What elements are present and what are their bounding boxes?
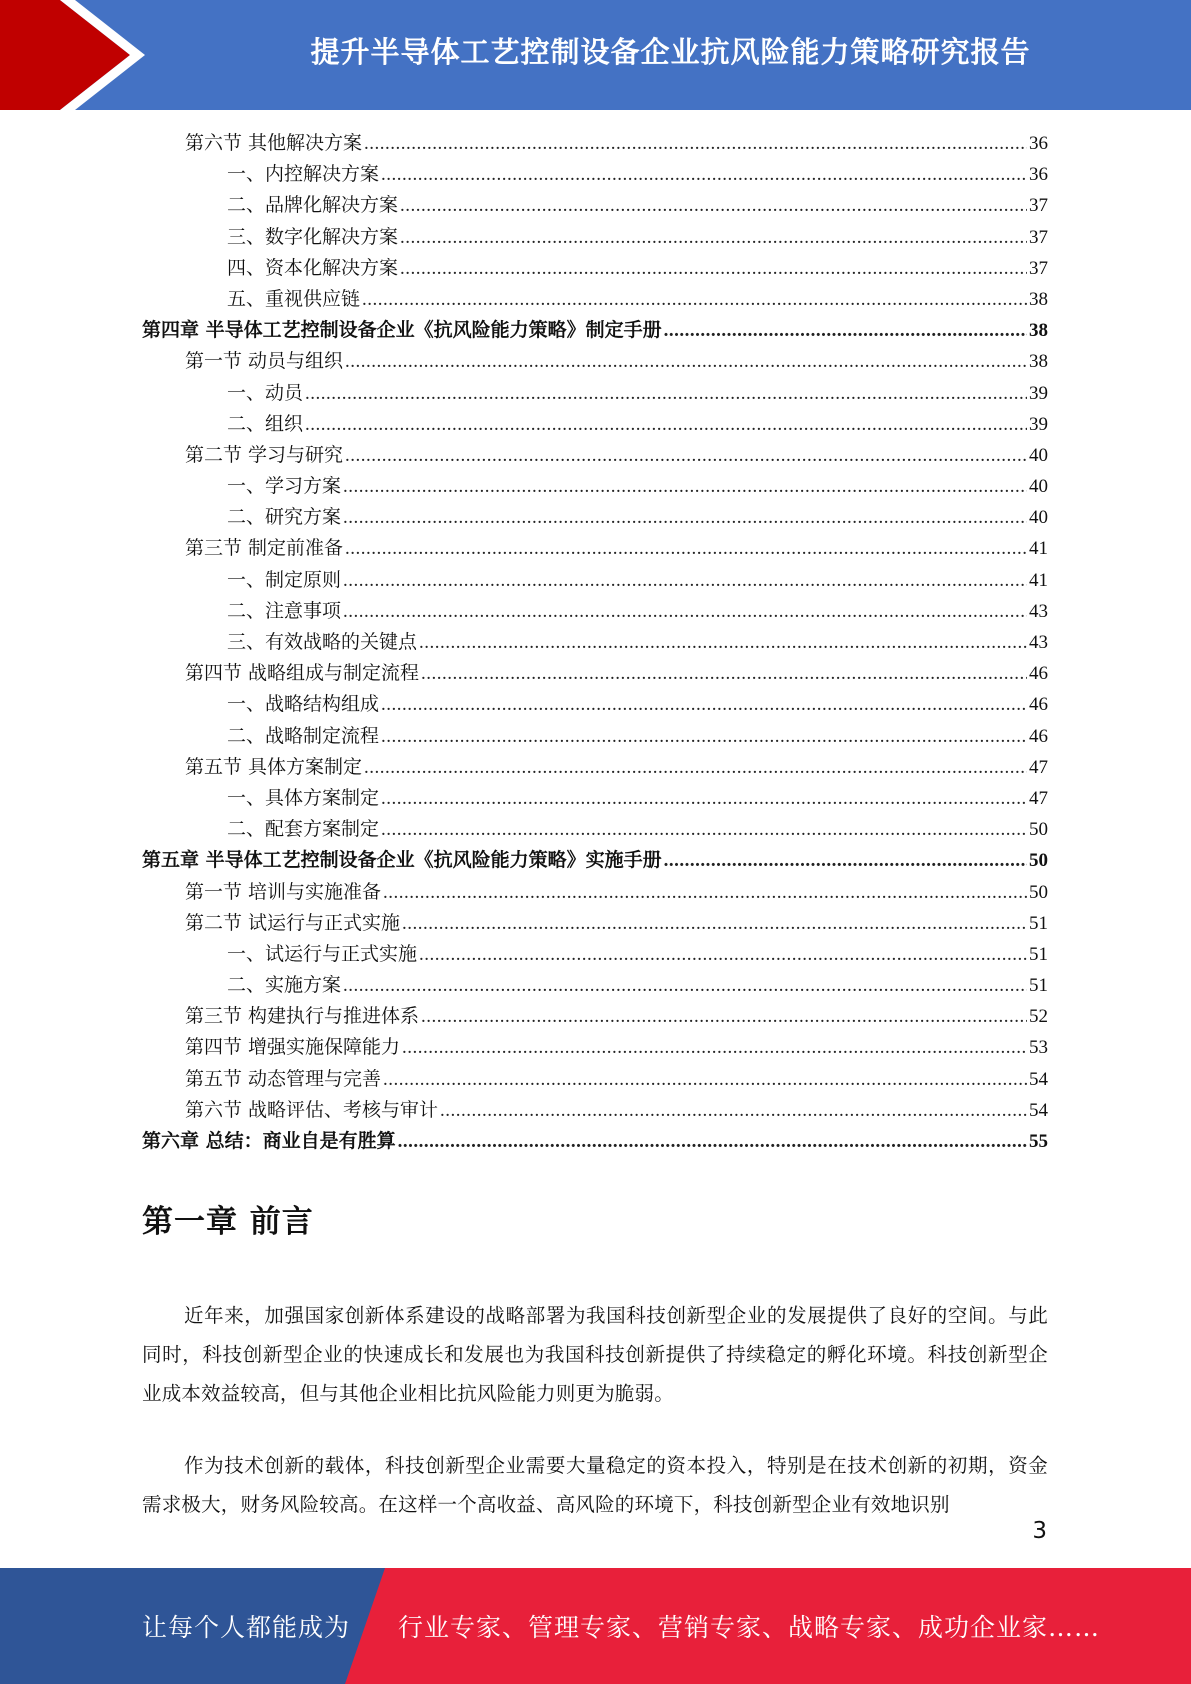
toc-leader-dots	[419, 939, 1027, 970]
report-title: 提升半导体工艺控制设备企业抗风险能力策略研究报告	[310, 34, 1031, 69]
toc-entry[interactable]	[142, 970, 1048, 1001]
toc-leader-dots	[383, 877, 1027, 908]
toc-entry-label: 第六节 战略评估、考核与审计	[185, 1098, 439, 1121]
toc-entry-label: 一、内控解决方案	[227, 163, 380, 186]
toc-entry[interactable]	[142, 939, 1048, 970]
toc-entry-label: 二、注意事项	[227, 599, 342, 622]
toc-entry-label: 二、配套方案制定	[227, 818, 380, 841]
toc-leader-dots	[381, 783, 1027, 814]
toc-entry-page: 50	[1029, 881, 1048, 903]
toc-entry[interactable]	[142, 689, 1048, 720]
toc-entry-page: 39	[1029, 413, 1048, 435]
page-header	[0, 0, 1191, 110]
toc-entry-label: 二、组织	[227, 412, 304, 435]
toc-entry-page: 53	[1029, 1037, 1048, 1059]
toc-entry-label: 一、制定原则	[227, 568, 342, 591]
toc-entry-label: 第一节 动员与组织	[185, 350, 344, 373]
toc-entry[interactable]	[142, 440, 1048, 471]
toc-entry[interactable]	[142, 1064, 1048, 1095]
toc-entry[interactable]	[142, 1032, 1048, 1063]
toc-entry-page: 51	[1029, 943, 1048, 965]
toc-leader-dots	[383, 1064, 1027, 1095]
table-of-contents	[142, 128, 1048, 1157]
toc-entry-page: 54	[1029, 1068, 1048, 1090]
toc-entry-label: 第四节 战略组成与制定流程	[185, 662, 420, 685]
toc-entry-page: 50	[1029, 819, 1048, 841]
toc-entry-page: 41	[1029, 538, 1048, 560]
toc-leader-dots	[343, 596, 1027, 627]
toc-entry[interactable]	[142, 1126, 1048, 1157]
toc-leader-dots	[345, 533, 1027, 564]
toc-entry-label: 二、品牌化解决方案	[227, 194, 399, 217]
toc-entry-page: 43	[1029, 600, 1048, 622]
toc-entry[interactable]	[142, 877, 1048, 908]
toc-leader-dots	[402, 908, 1027, 939]
toc-entry-label: 第四节 增强实施保障能力	[185, 1036, 401, 1059]
toc-leader-dots	[345, 440, 1027, 471]
toc-entry[interactable]	[142, 596, 1048, 627]
chapter-heading: 第一章 前言	[142, 1204, 314, 1240]
toc-entry-page: 37	[1029, 257, 1048, 279]
toc-entry-label: 五、重视供应链	[227, 287, 361, 310]
toc-entry[interactable]	[142, 565, 1048, 596]
toc-entry[interactable]	[142, 190, 1048, 221]
header-arrow-decoration	[0, 0, 150, 110]
toc-entry[interactable]	[142, 721, 1048, 752]
toc-entry-page: 47	[1029, 787, 1048, 809]
toc-leader-dots	[664, 315, 1027, 346]
toc-leader-dots	[364, 752, 1027, 783]
toc-leader-dots	[402, 1032, 1027, 1063]
footer-slogan-right: 行业专家、管理专家、营销专家、战略专家、成功企业家……	[398, 1613, 1101, 1642]
toc-entry-label: 第六节 其他解决方案	[185, 132, 363, 154]
toc-entry[interactable]	[142, 315, 1048, 346]
toc-leader-dots	[381, 721, 1027, 752]
toc-entry-page: 50	[1029, 850, 1048, 872]
toc-entry[interactable]	[142, 627, 1048, 658]
toc-entry-page: 46	[1029, 663, 1048, 685]
toc-entry[interactable]	[142, 284, 1048, 315]
paragraph: 作为技术创新的载体，科技创新型企业需要大量稳定的资本投入，特别是在技术创新的初期，资金需求极大，财务风险较高。在这样一个高收益、高风险的环境下，科技创新型企业有效地识别	[142, 1454, 1048, 1516]
toc-leader-dots	[362, 284, 1027, 315]
toc-leader-dots	[364, 128, 1027, 159]
toc-entry-page: 40	[1029, 476, 1048, 498]
toc-leader-dots	[381, 689, 1027, 720]
toc-entry-label: 二、研究方案	[227, 506, 342, 529]
toc-entry-label: 二、战略制定流程	[227, 724, 380, 747]
toc-entry-page: 46	[1029, 694, 1048, 716]
toc-entry[interactable]	[142, 814, 1048, 845]
toc-entry-page: 52	[1029, 1006, 1048, 1028]
toc-entry-page: 38	[1029, 288, 1048, 310]
toc-entry-page: 40	[1029, 507, 1048, 529]
footer-slogan-left: 让每个人都能成为	[142, 1613, 351, 1642]
toc-entry[interactable]	[142, 346, 1048, 377]
toc-entry-page: 41	[1029, 569, 1048, 591]
toc-leader-dots	[400, 222, 1027, 253]
toc-leader-dots	[343, 502, 1027, 533]
toc-entry-label: 第六章 总结：商业自是有胜算	[142, 1130, 396, 1152]
toc-entry-page: 37	[1029, 195, 1048, 217]
toc-entry[interactable]	[142, 159, 1048, 190]
toc-leader-dots	[381, 814, 1027, 845]
toc-entry-page: 46	[1029, 725, 1048, 747]
toc-entry-page: 37	[1029, 226, 1048, 248]
toc-leader-dots	[381, 159, 1027, 190]
toc-leader-dots	[343, 471, 1027, 502]
toc-entry-label: 第五节 动态管理与完善	[185, 1067, 382, 1090]
paragraph: 近年来，加强国家创新体系建设的战略部署为我国科技创新型企业的发展提供了良好的空间。与此同时，科技创新型企业的快速成长和发展也为我国科技创新提供了持续稳定的孵化环境。科技创新型企业成本效益较高，但与其他企业相比抗风险能力则更为脆弱。	[142, 1304, 1048, 1405]
toc-entry-label: 第二节 试运行与正式实施	[185, 911, 401, 934]
toc-entry-label: 一、具体方案制定	[227, 786, 380, 809]
toc-leader-dots	[421, 1001, 1027, 1032]
toc-entry[interactable]	[142, 409, 1048, 440]
page-footer	[0, 1568, 1191, 1684]
toc-entry[interactable]	[142, 502, 1048, 533]
toc-entry-label: 第一节 培训与实施准备	[185, 880, 382, 903]
toc-entry[interactable]	[142, 908, 1048, 939]
toc-entry-page: 36	[1029, 164, 1048, 186]
toc-leader-dots	[345, 346, 1027, 377]
toc-entry-page: 38	[1029, 320, 1048, 342]
toc-entry[interactable]	[142, 222, 1048, 253]
toc-entry-page: 43	[1029, 632, 1048, 653]
toc-leader-dots	[343, 970, 1027, 1001]
toc-entry-label: 第三节 制定前准备	[185, 537, 344, 560]
toc-entry-label: 第四章 半导体工艺控制设备企业《抗风险能力策略》制定手册	[142, 319, 662, 342]
toc-entry-page: 47	[1029, 756, 1048, 778]
toc-entry[interactable]	[142, 471, 1048, 502]
toc-leader-dots	[398, 1126, 1027, 1157]
toc-entry[interactable]	[142, 845, 1048, 876]
toc-leader-dots	[664, 845, 1027, 876]
toc-entry-page: 51	[1029, 912, 1048, 934]
toc-entry-label: 一、战略结构组成	[227, 693, 380, 716]
toc-entry-page: 36	[1029, 133, 1048, 154]
toc-entry-page: 39	[1029, 382, 1048, 404]
toc-entry[interactable]	[142, 378, 1048, 409]
toc-entry-page: 40	[1029, 444, 1048, 466]
toc-leader-dots	[419, 627, 1027, 658]
toc-entry-label: 第二节 学习与研究	[185, 443, 344, 466]
toc-entry[interactable]	[142, 783, 1048, 814]
toc-leader-dots	[421, 658, 1027, 689]
toc-entry-label: 四、资本化解决方案	[227, 256, 399, 279]
toc-entry-page: 55	[1029, 1131, 1048, 1152]
toc-entry[interactable]	[142, 1095, 1048, 1126]
toc-entry-page: 54	[1029, 1099, 1048, 1121]
toc-entry[interactable]	[142, 752, 1048, 783]
toc-leader-dots	[400, 190, 1027, 221]
page-number: 3	[1032, 1518, 1047, 1544]
toc-entry-label: 一、学习方案	[227, 475, 342, 498]
toc-entry-label: 一、试运行与正式实施	[227, 942, 418, 965]
toc-entry-label: 第五章 半导体工艺控制设备企业《抗风险能力策略》实施手册	[142, 849, 662, 872]
toc-entry[interactable]	[142, 658, 1048, 689]
toc-entry[interactable]	[142, 1001, 1048, 1032]
toc-leader-dots	[440, 1095, 1027, 1126]
toc-entry-label: 三、数字化解决方案	[227, 225, 399, 248]
toc-entry-page: 38	[1029, 351, 1048, 373]
toc-entry[interactable]	[142, 533, 1048, 564]
toc-leader-dots	[400, 253, 1027, 284]
toc-entry[interactable]	[142, 253, 1048, 284]
toc-entry-page: 51	[1029, 975, 1048, 997]
toc-leader-dots	[343, 565, 1027, 596]
toc-entry-label: 一、动员	[227, 381, 304, 404]
toc-entry-label: 三、有效战略的关键点	[227, 631, 418, 653]
toc-entry-label: 第五节 具体方案制定	[185, 755, 363, 778]
toc-entry-label: 二、实施方案	[227, 974, 342, 997]
toc-entry[interactable]	[142, 128, 1048, 159]
toc-leader-dots	[305, 409, 1027, 440]
toc-leader-dots	[305, 378, 1027, 409]
toc-entry-label: 第三节 构建执行与推进体系	[185, 1005, 420, 1028]
